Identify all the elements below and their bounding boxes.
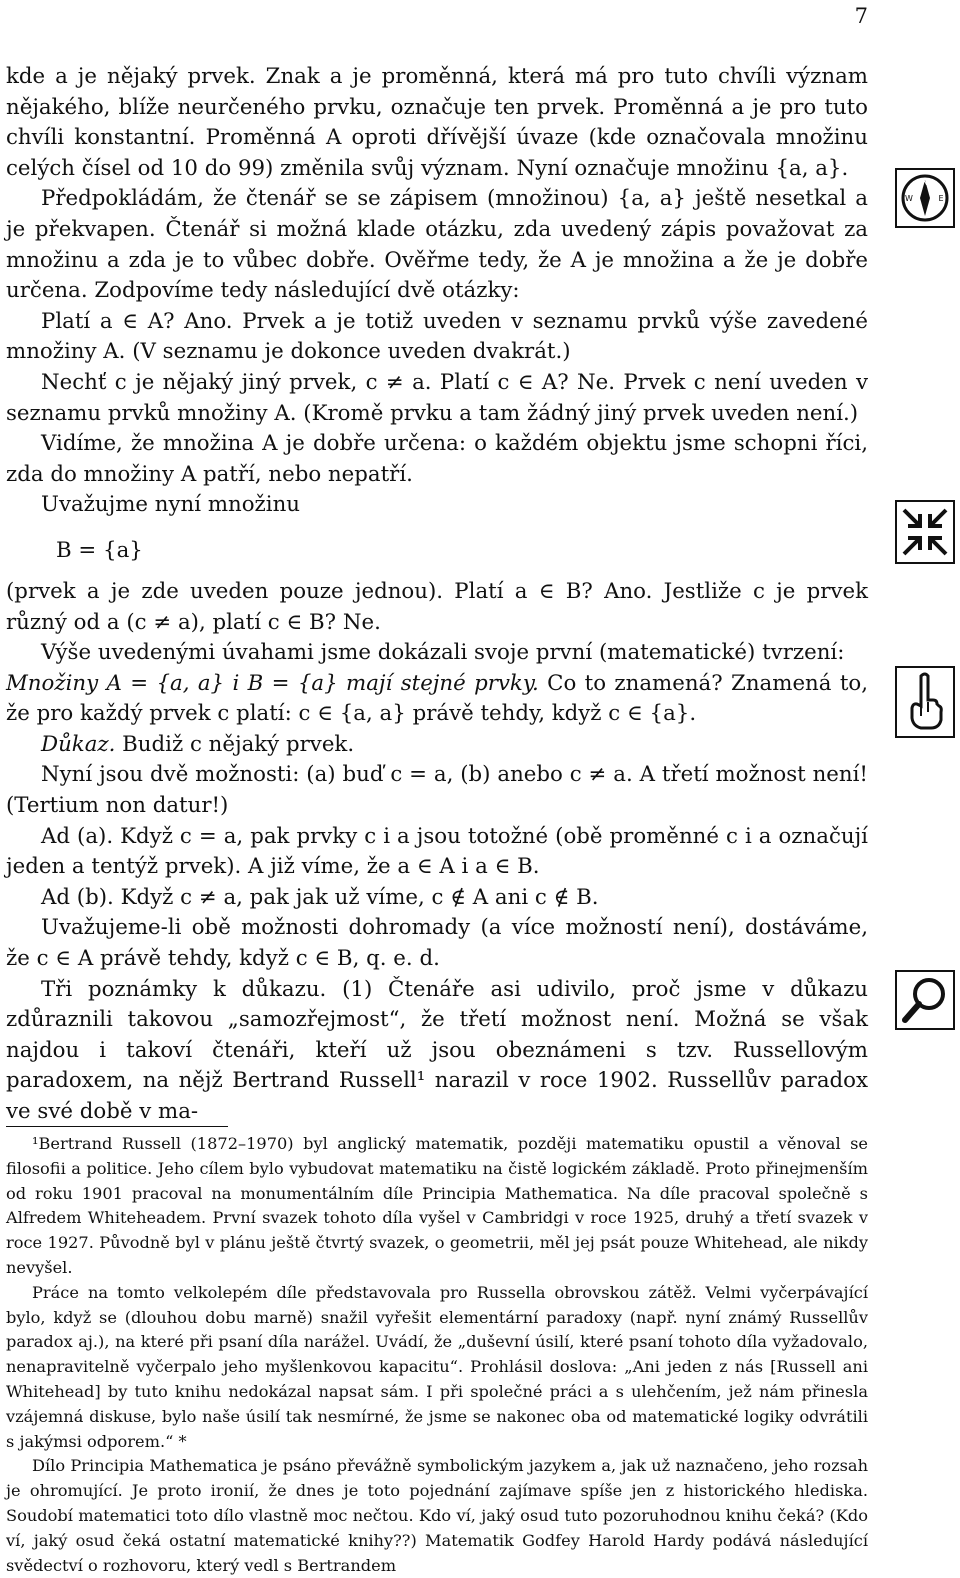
svg-text:W: W bbox=[905, 194, 913, 203]
theorem-tail: Co to znamená? Znamená to, že pro každý prvek c platí: c ∈ {a, a} právě tehdy, když c ∈ {a}. bbox=[6, 670, 868, 727]
display-equation: B = {a} bbox=[56, 537, 143, 563]
arrows-inward-icon bbox=[895, 500, 955, 564]
paragraph: Platí a ∈ A? Ano. Prvek a je totiž uveden v seznamu prvků výše zavedené množiny A. (V seznamu je dokonce uveden dvakrát.) bbox=[6, 308, 868, 365]
footnote: ¹Bertrand Russell (1872–1970) byl anglický matematik, později matematiku opustil a věnoval se filosofii a politice. Jeho cílem bylo vybudovat matematiku na čistě logickém základě. Proto přinejmenším od roku 1901 pracoval na monumentálním díle Principia Mathematica. Na díle pracoval společně s Alfredem Whiteheadem. První svazek tohoto díla vyšel v Cambridgi v roce 1925, druhý a třetí svazek v roce 1927. Původně byl v plánu ještě čtvrtý svazek, o geometrii, měl jej psát pouze Whitehead, ale nikdy nevyšel. bbox=[6, 1134, 868, 1277]
footnote-rule bbox=[6, 1126, 228, 1127]
paragraph: Výše uvedenými úvahami jsme dokázali svoje první (matematické) tvrzení: bbox=[41, 640, 845, 666]
proof-label: Důkaz. bbox=[41, 731, 116, 757]
proof-start bbox=[6, 730, 868, 761]
paragraph: Uvažujeme-li obě možnosti dohromady (a více možností není), dostáváme, že c ∈ A právě tehdy, když c ∈ B, q. e. d. bbox=[6, 915, 868, 972]
paragraph: Ad (b). Když c ≠ a, pak jak už víme, c ∉ A ani c ∉ B. bbox=[41, 884, 599, 910]
compass-icon bbox=[895, 168, 955, 228]
theorem-statement: Množiny A = {a, a} i B = {a} mají stejné prvky. bbox=[6, 670, 539, 696]
paragraph: Uvažujme nyní množinu bbox=[41, 492, 301, 518]
paragraph: Tři poznámky k důkazu. (1) Čtenáře asi udivilo, proč jsme v důkazu zdůraznili takovou „samozřejmost“, že třetí možnost není. Možná se však najdou i takoví čtenáři, kteří už jsou obeznámeni s tzv. Russellovým paradoxem, na nějž Bertrand Russell¹ narazil v roce 1902. Russellův paradox ve své době v ma- bbox=[6, 976, 868, 1124]
theorem bbox=[6, 669, 868, 730]
main-text bbox=[6, 62, 868, 1128]
footnote: Práce na tomto velkolepém díle představovala pro Russella obrovskou zátěž. Velmi vyčerpávající bylo, když se (dlouhou dobu marně) snažil vyřešit elementární paradoxy (např. nyní známý Russellův paradox aj.), na které při psaní díla narážel. Uvádí, že „duševní úsilí, které psaní tohoto díla vyžadovalo, nenapravitelně vyčerpalo jeho myšlenkovou kapacitu“. Prohlásil doslova: „Ani jeden z nás [Russell ani Whitehead] by tuto knihu nedokázal napsat sám. I při společné práci a s ulehčením, jež nám přinesla vzájemná diskuse, bylo naše úsilí tak nesmírné, že jsme se nakonec oba od matematické logiky odvrátili s jakýmsi odporem.“ * bbox=[6, 1282, 868, 1451]
paragraph: Nyní jsou dvě možnosti: (a) buď c = a, (b) anebo c ≠ a. A třetí možnost není! (Tertium non datur!) bbox=[6, 762, 868, 819]
pointing-hand-icon bbox=[895, 666, 955, 738]
page-number: 7 bbox=[854, 4, 868, 28]
paragraph: (prvek a je zde uveden pouze jednou). Platí a ∈ B? Ano. Jestliže c je prvek různý od a (c ≠ a), platí c ∈ B? Ne. bbox=[6, 578, 868, 635]
footnotes bbox=[6, 1132, 868, 1578]
paragraph: Ad (a). Když c = a, pak prvky c i a jsou totožné (obě proměnné c i a označují jeden a tentýž prvek). A již víme, že a ∈ A i a ∈ B. bbox=[6, 823, 868, 880]
paragraph: Vidíme, že množina A je dobře určena: o každém objektu jsme schopni říci, zda do množiny A patří, nebo nepatří. bbox=[6, 431, 868, 487]
paragraph: Předpokládám, že čtenář se se zápisem (množinou) {a, a} ještě nesetkal a je překvapen. Čtenář si možná klade otázku, zda uvedený zápis považovat za množinu a zda je to vůbec dobře. Ověřme tedy, že A je množina a že je dobře určena. Zodpovíme tedy následující dvě otázky: bbox=[6, 186, 868, 304]
footnote: Dílo Principia Mathematica je psáno převážně symbolickým jazykem a, jak už naznačeno, jeho rozsah je ohromující. Je proto ironií, že dnes je toto pojednání zajímave spíše jen z historického hlediska. Soudobí matematici toto dílo vlastně moc nečtou. Kdo ví, jaký osud tuto pozoruhodnou knihu čeká? (Kdo ví, jaký osud čeká ostatní matematické knihy??) Matematik Godfey Harold Hardy podává následující svědectví o rozhovoru, který vedl s Bertrandem bbox=[6, 1456, 868, 1575]
svg-text:E: E bbox=[938, 194, 944, 203]
proof-tail: Budiž c nějaký prvek. bbox=[115, 731, 355, 757]
magnifier-icon bbox=[895, 970, 955, 1030]
paragraph: Nechť c je nějaký jiný prvek, c ≠ a. Platí c ∈ A? Ne. Prvek c není uveden v seznamu prvků množiny A. (Kromě prvku a tam žádný jiný prvek uveden není.) bbox=[6, 369, 868, 426]
svg-text:N: N bbox=[922, 178, 928, 187]
paragraph: kde a je nějaký prvek. Znak a je proměnná, která má pro tuto chvíli význam nějakého, blíže neurčeného prvku, označuje ten prvek. Proměnná a je pro tuto chvíli konstantní. Proměnná A oproti dřívější úvaze (kde označovala množinu celých čísel od 10 do 99) změnila svůj význam. Nyní označuje množinu {a, a}. bbox=[6, 64, 868, 181]
